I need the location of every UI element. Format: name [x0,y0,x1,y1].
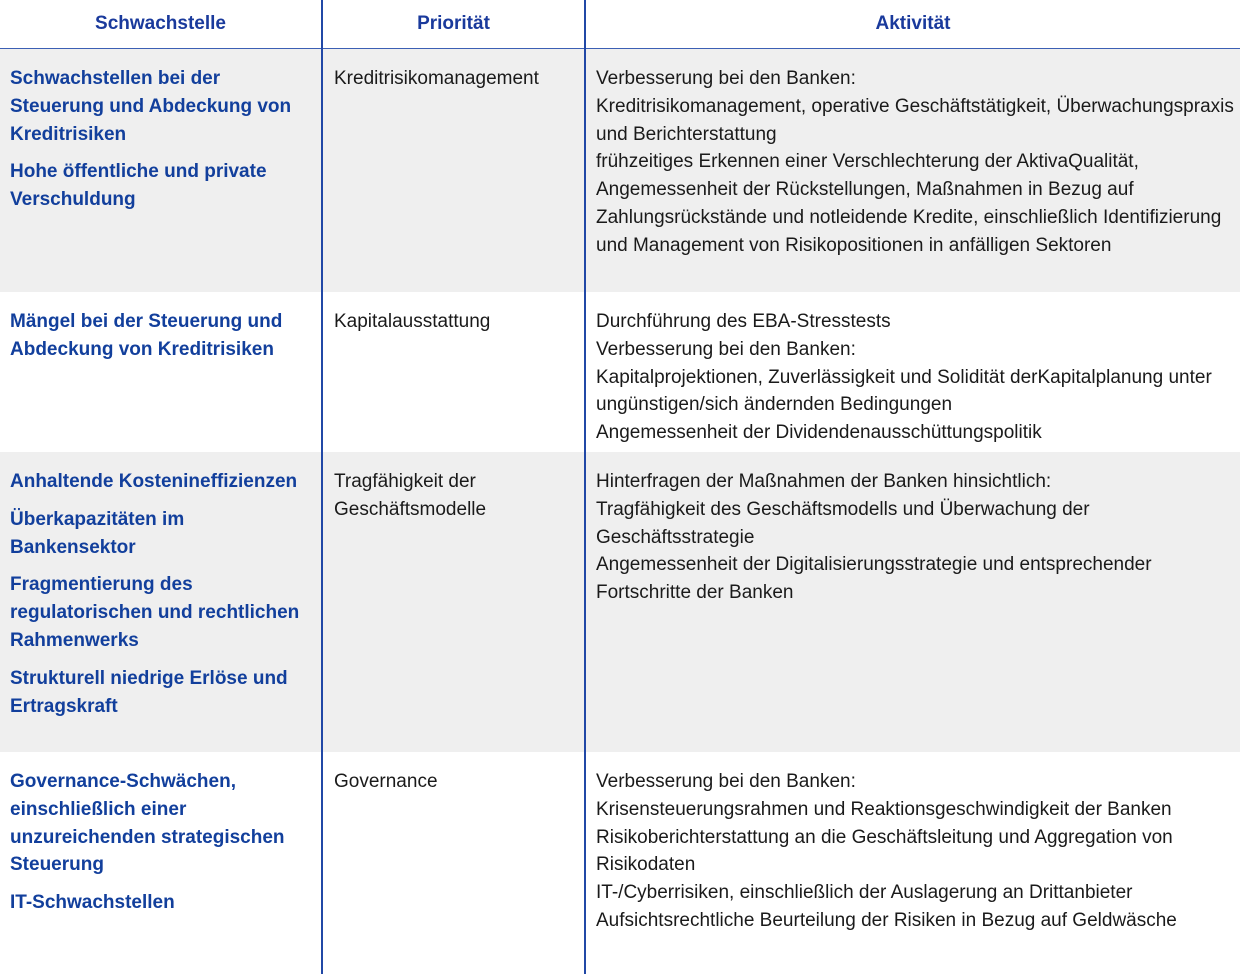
aktivitaet-cell [596,468,1236,607]
column-divider [321,0,323,974]
aktivitaet-line: frühzeitiges Erkennen einer Verschlechterung der AktivaQualität, Angemessenheit der Rückstellungen, Maßnahmen in Bezug auf Zahlungsrückstände und notleidende Kredite, einschließlich Identifizierung und Management von Risikopositionen in anfälligen Sektoren [596,151,1222,256]
table-row [0,752,1240,974]
aktivitaet-line: Tragfähigkeit des Geschäftsmodells und Überwachung der Geschäftsstrategie [596,498,1090,548]
schwachstelle-item: Hohe öffentliche und private Verschuldung [10,161,267,211]
schwachstelle-item: Schwachstellen bei der Steuerung und Abdeckung von Kreditrisiken [10,68,292,145]
schwachstelle-item: Strukturell niedrige Erlöse und Ertragskraft [10,667,288,717]
aktivitaet-line: IT-/Cyberrisiken, einschließlich der Auslagerung an Drittanbieter [596,882,1133,904]
aktivitaet-cell [596,65,1236,260]
aktivitaet-line: Angemessenheit der Digitalisierungsstrategie und entsprechender Fortschritte der Banken [596,554,1152,604]
table-row [0,452,1240,752]
aktivitaet-line: Krisensteuerungsrahmen und Reaktionsgeschwindigkeit der Banken [596,798,1172,820]
prioritaet-cell: Governance [334,771,438,792]
aktivitaet-cell [596,768,1236,935]
prioritaet-cell: Kapitalausstattung [334,311,491,332]
column-divider [584,0,586,974]
aktivitaet-line: Verbesserung bei den Banken: [596,771,856,792]
schwachstelle-item: Governance-Schwächen, einschließlich einer unzureichenden strategischen Steuerung [10,771,285,876]
table-row [0,49,1240,292]
aktivitaet-line: Verbesserung bei den Banken: [596,68,856,89]
aktivitaet-line: Verbesserung bei den Banken: [596,338,856,360]
schwachstelle-cell [10,308,315,374]
aktivitaet-line: Aufsichtsrechtliche Beurteilung der Risiken in Bezug auf Geldwäsche [596,909,1177,931]
schwachstelle-item: Mängel bei der Steuerung und Abdeckung von Kreditrisiken [10,311,283,360]
schwachstelle-cell [10,768,315,927]
table-row [0,292,1240,452]
schwachstelle-cell [10,468,315,730]
schwachstelle-item: Anhaltende Kostenineffizienzen [10,471,298,492]
schwachstelle-cell [10,65,315,224]
aktivitaet-line: Kreditrisikomanagement, operative Geschäftstätigkeit, Überwachungspraxis und Berichterstattung [596,95,1234,145]
schwachstelle-item: Überkapazitäten im Bankensektor [10,508,185,558]
schwachstelle-item: Fragmentierung des regulatorischen und rechtlichen Rahmenwerks [10,574,300,651]
aktivitaet-line: Durchführung des EBA-Stresstests [596,311,891,332]
header-prioritaet: Priorität [417,13,490,34]
prioritaet-cell: Kreditrisikomanagement [334,68,539,89]
aktivitaet-line: Angemessenheit der Dividendenausschüttungspolitik [596,422,1042,444]
aktivitaet-line: Hinterfragen der Maßnahmen der Banken hinsichtlich: [596,471,1052,492]
header-schwachstelle: Schwachstelle [95,13,226,34]
aktivitaet-line: Risikoberichterstattung an die Geschäftsleitung und Aggregation von Risikodaten [596,826,1173,876]
prioritaet-cell: Tragfähigkeit der Geschäftsmodelle [334,471,487,520]
schwachstelle-item: IT-Schwachstellen [10,892,175,914]
aktivitaet-cell [596,308,1236,447]
aktivitaet-line: Kapitalprojektionen, Zuverlässigkeit und Solidität derKapitalplanung unter ungünstigen/sich ändernden Bedingungen [596,366,1212,416]
header-aktivitaet: Aktivität [875,13,951,34]
